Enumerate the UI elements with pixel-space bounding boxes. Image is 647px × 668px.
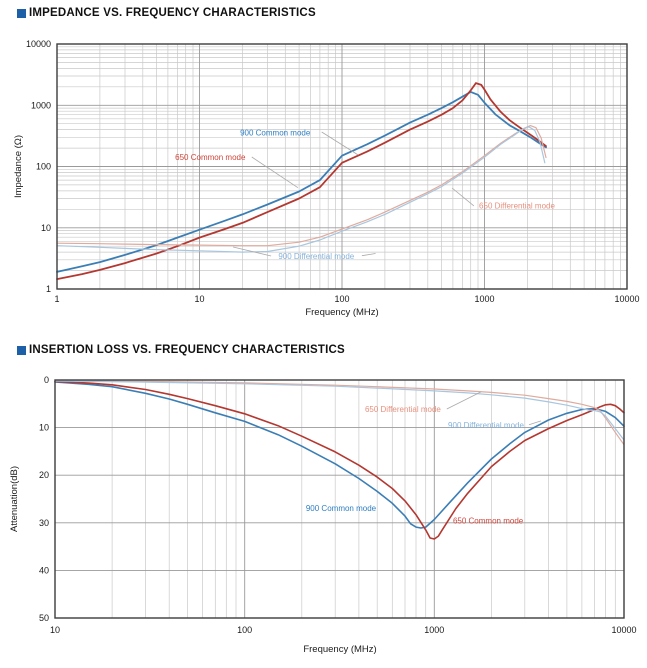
plot-border	[55, 380, 624, 618]
y-axis-label: Impedance (Ω)	[13, 134, 24, 199]
curve-label-650-differential-mode: 650 Differential mode	[479, 201, 555, 211]
curve-label-650-common-mode: 650 Common mode	[175, 152, 246, 162]
y-tick-label: 20	[38, 470, 49, 481]
y-tick-label: 1	[45, 284, 51, 294]
x-tick-label: 10000	[614, 294, 640, 304]
x-tick-label: 1000	[474, 294, 495, 304]
curve-label-900-common-mode: 900 Common mode	[305, 503, 377, 513]
y-tick-label: 10	[38, 422, 49, 433]
insertion-loss-title-text: INSERTION LOSS VS. FREQUENCY CHARACTERISTICS	[29, 344, 345, 356]
x-tick-label: 10	[49, 625, 61, 635]
curve-label-650-differential-mode: 650 Differential mode	[364, 404, 441, 414]
x-tick-label: 1000	[424, 625, 445, 635]
y-tick-label: 1000	[30, 100, 51, 111]
y-axis-label: Attenuation(dB)	[9, 465, 20, 533]
series-900-differential-mode	[55, 381, 624, 440]
x-axis-label: Frequency (MHz)	[303, 644, 377, 655]
grid-major-lines	[55, 380, 624, 618]
y-tick-label: 100	[35, 161, 51, 172]
x-tick-label: 100	[334, 294, 350, 304]
curve-label-650-common-mode: 650 Common mode	[452, 516, 524, 526]
curve-label-900-differential-mode: 900 Differential mode	[278, 251, 355, 261]
series-650-common-mode	[55, 381, 624, 539]
series-650-differential-mode	[55, 381, 624, 445]
y-tick-label: 10000	[25, 39, 51, 49]
y-tick-label: 40	[38, 565, 49, 576]
y-tick-label: 30	[38, 517, 49, 528]
leader-line	[447, 392, 481, 409]
x-tick-label: 100	[237, 625, 253, 635]
impedance-title-text: IMPEDANCE VS. FREQUENCY CHARACTERISTICS	[29, 7, 316, 19]
curve-label-900-common-mode: 900 Common mode	[240, 128, 311, 138]
grid-minor-lines	[112, 380, 615, 618]
x-tick-label: 1	[54, 294, 60, 304]
y-tick-label: 50	[38, 613, 49, 623]
y-tick-label: 10	[40, 222, 51, 233]
curve-label-900-differential-mode: 900 Differential mode	[448, 420, 524, 430]
x-axis-label: Frequency (MHz)	[305, 307, 379, 318]
x-tick-label: 10	[194, 294, 205, 304]
y-tick-label: 0	[43, 375, 49, 385]
x-tick-label: 10000	[611, 625, 637, 635]
